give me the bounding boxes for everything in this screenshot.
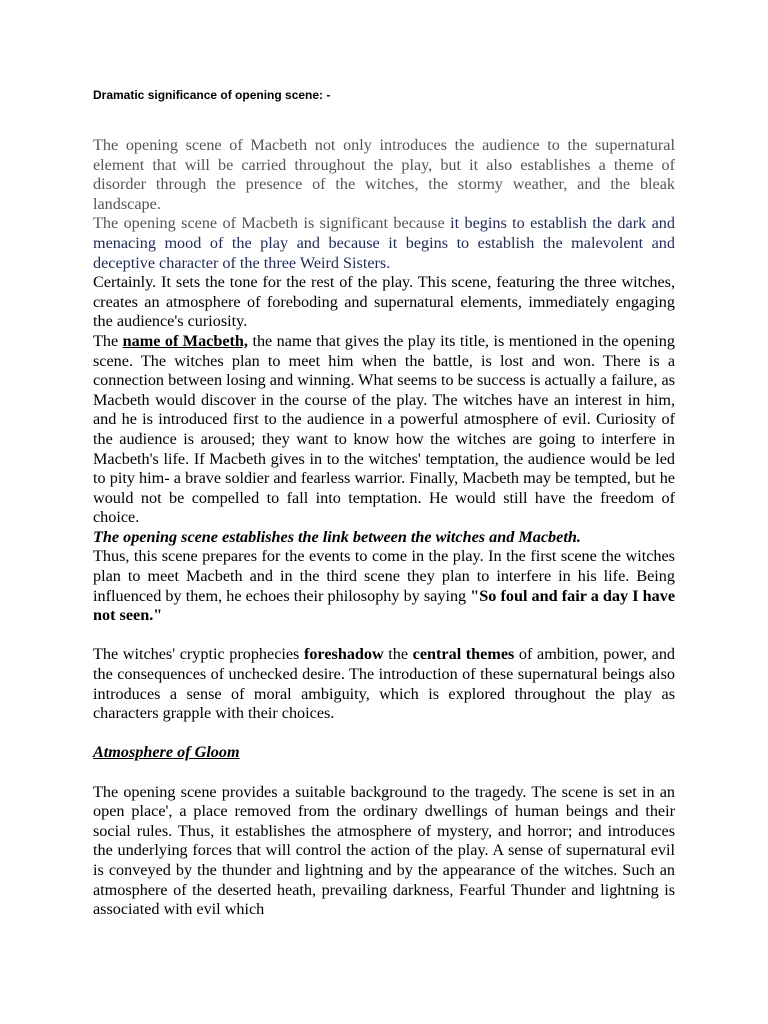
- section-heading-atmosphere: Atmosphere of Gloom: [93, 743, 240, 762]
- document-heading: Dramatic significance of opening scene: -: [93, 88, 331, 102]
- paragraph-prepares: [93, 547, 675, 625]
- name-of-macbeth-emphasis: name of Macbeth,: [122, 331, 248, 350]
- name-lead: The: [93, 331, 123, 350]
- paragraph-prophecies: [93, 645, 675, 723]
- prophecies-lead: The witches' cryptic prophecies: [93, 645, 304, 664]
- paragraph-significance: [93, 214, 675, 273]
- spacer: [93, 724, 675, 744]
- paragraph-atmosphere: The opening scene provides a suitable background to the tragedy. The scene is set in an open place', a place removed from the ordinary dwellings of human beings and their social rules. Thus, it establishes the atmosphere of mystery, and horror; and introduces the underlying forces that will control the action of the play. A sense of supernatural evil is conveyed by the thunder and lightning and by the appearance of the witches. Such an atmosphere of the deserted heath, prevailing darkness, Fearful Thunder and lightning is associated with evil which: [93, 782, 675, 919]
- paragraph-intro: The opening scene of Macbeth not only introduces the audience to the supernatural element that will be carried throughout the play, but it also establishes a theme of disorder through the presence of the witches, the stormy weather, and the bleak landscape.: [93, 136, 675, 213]
- paragraph-link-statement: The opening scene establishes the link between the witches and Macbeth.: [93, 527, 581, 546]
- spacer: [93, 626, 675, 646]
- prophecies-body: of ambition, power, and the consequences of unchecked desire. The introduction of these supernatural beings also introduces a sense of moral ambiguity, which is explored throughout the play as characters grapple with their choices.: [93, 645, 676, 723]
- significance-highlight: it begins to establish the dark and menacing mood of the play and because it begins to establish the malevolent and deceptive character of the three Weird Sisters.: [93, 214, 675, 272]
- significance-lead: The opening scene of Macbeth is significant because: [93, 214, 451, 233]
- macbeth-quote: "So foul and fair a day I have not seen.": [93, 586, 676, 625]
- spacer: [93, 763, 675, 783]
- paragraph-name-of-macbeth: [93, 332, 675, 528]
- prophecies-mid: the: [383, 645, 413, 664]
- prepares-body: Thus, this scene prepares for the events to come in the play. In the first scene the witches plan to meet Macbeth and in the third scene they plan to interfere in his life. Being influenced by them, he echoes their philosophy by saying: [93, 547, 675, 605]
- paragraph-tone: Certainly. It sets the tone for the rest of the play. This scene, featuring the three witches, creates an atmosphere of foreboding and supernatural elements, immediately engaging the audience's curiosity.: [93, 273, 675, 331]
- central-themes-emphasis: central themes: [412, 645, 515, 664]
- name-body: the name that gives the play its title, is mentioned in the opening scene. The witches plan to meet him when the battle, is lost and won. There is a connection between losing and winning. What seems to be success is actually a failure, as Macbeth would discover in the course of the play. The witches have an interest in him, and he is introduced first to the audience in a powerful atmosphere of evil. Curiosity of the audience is aroused; they want to know how the witches are going to interfere in Macbeth's life. If Macbeth gives in to the witches' temptation, the audience would be led to pity him- a brave soldier and fearless warrior. Finally, Macbeth may be tempted, but he would not be compelled to fall into temptation. He would still have the freedom of choice.: [93, 331, 675, 527]
- foreshadow-emphasis: foreshadow: [303, 645, 384, 664]
- document-body: [93, 136, 675, 920]
